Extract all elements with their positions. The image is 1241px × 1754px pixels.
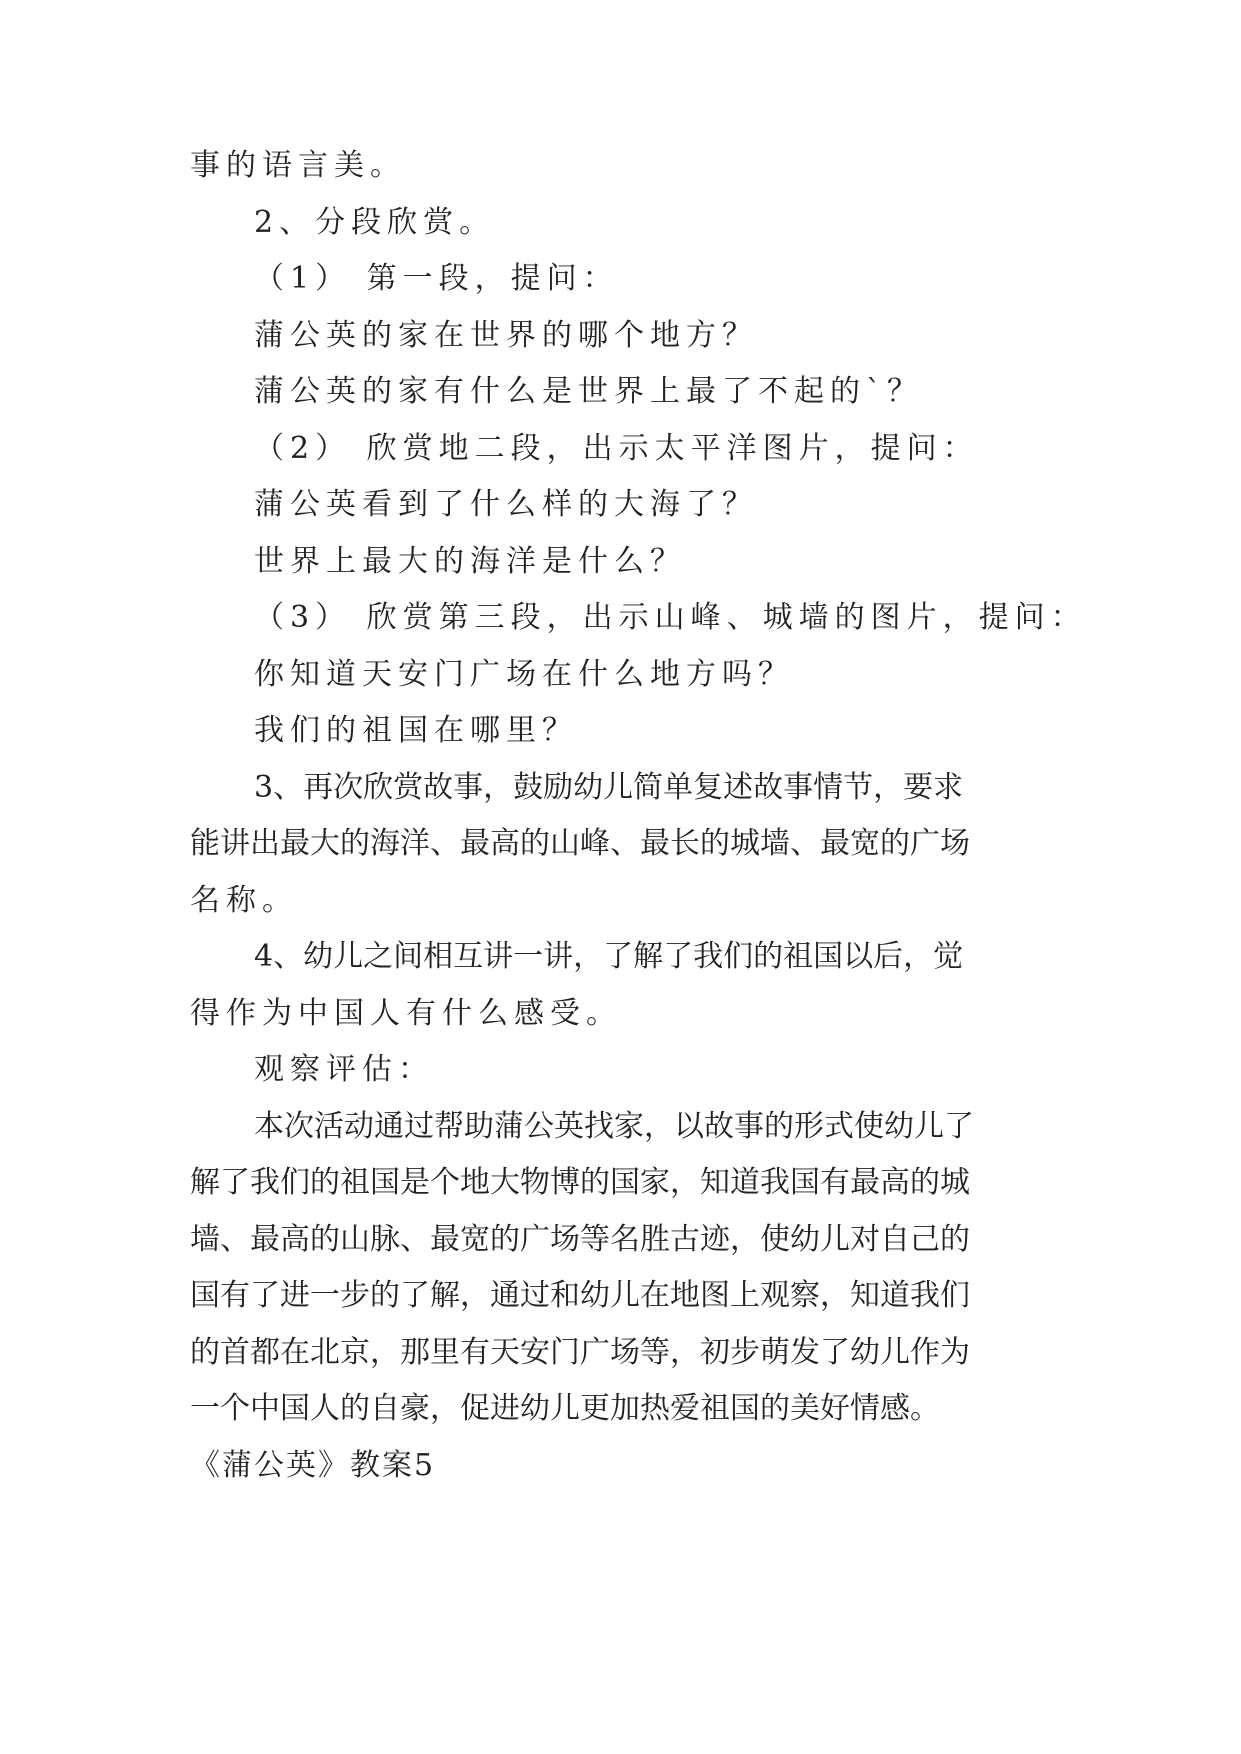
text-line: 一个中国人的自豪，促进幼儿更加热爱祖国的美好情感。 <box>190 1391 940 1426</box>
text-line: （2） 欣赏地二段，出示太平洋图片，提问： <box>254 431 979 466</box>
text-line: 墙、最高的山脉、最宽的广场等名胜古迹，使幼儿对自己的 <box>190 1222 970 1257</box>
text-line: 2、分段欣赏。 <box>254 205 496 240</box>
text-line: 名称。 <box>190 883 298 918</box>
text-line: 蒲公英看到了什么样的大海了？ <box>254 487 758 522</box>
text-line: 蒲公英的家有什么是世界上最了不起的`？ <box>254 374 923 409</box>
text-line: 的首都在北京，那里有天安门广场等，初步萌发了幼儿作为 <box>190 1335 970 1370</box>
text-line: 你知道天安门广场在什么地方吗？ <box>254 657 794 692</box>
text-line: 能讲出最大的海洋、最高的山峰、最长的城墙、最宽的广场 <box>190 826 970 861</box>
text-line: 蒲公英的家在世界的哪个地方？ <box>254 318 758 353</box>
text-line: 得作为中国人有什么感受。 <box>190 996 622 1031</box>
text-line: 事的语言美。 <box>190 148 406 183</box>
text-line: 世界上最大的海洋是什么？ <box>254 544 686 579</box>
text-line: 本次活动通过帮助蒲公英找家，以故事的形式使幼儿了 <box>254 1109 974 1144</box>
text-line: 3、再次欣赏故事，鼓励幼儿简单复述故事情节，要求 <box>254 770 964 805</box>
text-line: 解了我们的祖国是个地大物博的国家，知道我国有最高的城 <box>190 1165 970 1200</box>
section-heading: 《蒲公英》教案5 <box>190 1448 436 1483</box>
text-line: 观察评估： <box>254 1052 434 1087</box>
text-line: 4、幼儿之间相互讲一讲，了解了我们的祖国以后，觉 <box>254 939 964 974</box>
text-line: （1） 第一段，提问： <box>254 261 619 296</box>
text-line: 我们的祖国在哪里？ <box>254 713 578 748</box>
text-line: （3） 欣赏第三段，出示山峰、城墙的图片，提问： <box>254 600 1087 635</box>
text-line: 国有了进一步的了解，通过和幼儿在地图上观察，知道我们 <box>190 1278 970 1313</box>
